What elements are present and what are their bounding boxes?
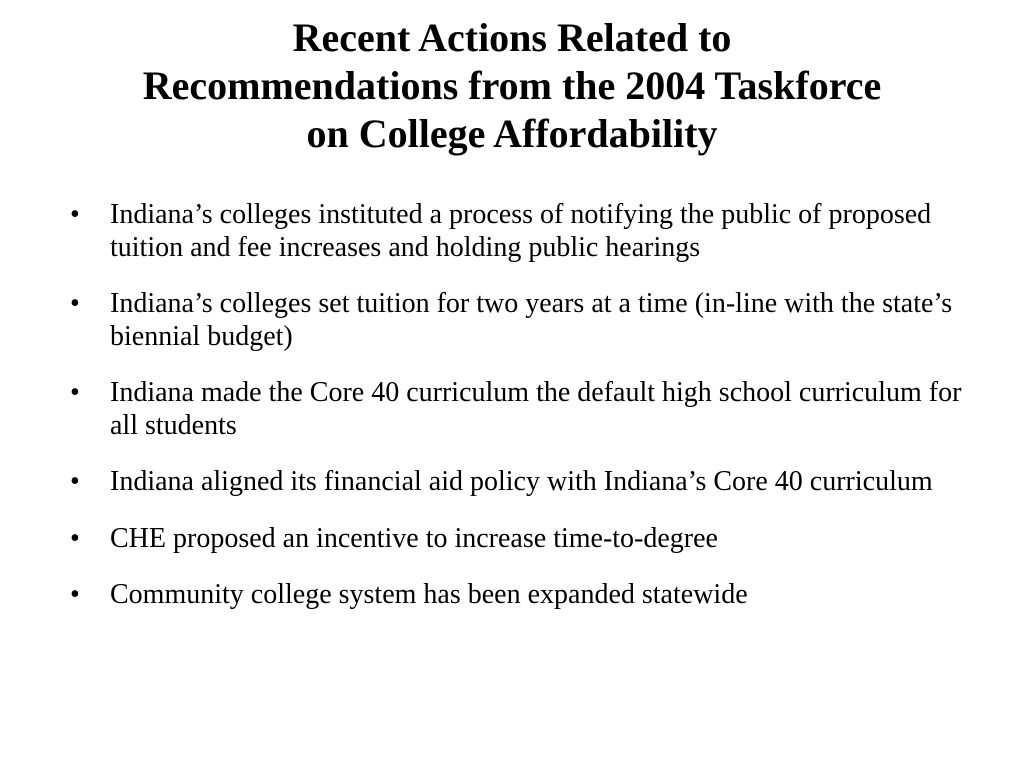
title-line: Recommendations from the 2004 Taskforce <box>142 63 882 108</box>
bullet-text: Indiana made the Core 40 curriculum the default high school curriculum for all students <box>110 377 962 441</box>
bullet-icon: • <box>70 199 80 230</box>
bullet-text: CHE proposed an incentive to increase time-to-degree <box>110 522 718 554</box>
bullet-icon: • <box>70 579 80 610</box>
bullet-list <box>70 199 970 612</box>
bullet-text: Indiana’s colleges instituted a process of notifying the public of proposed tuition and fee increases and holding public hearings <box>110 199 932 263</box>
bullet-icon: • <box>70 377 80 408</box>
title-line: Recent Actions Related to <box>292 15 732 60</box>
bullet-icon: • <box>70 466 80 497</box>
list-item <box>70 579 970 612</box>
list-item <box>70 523 970 556</box>
list-item <box>70 466 970 499</box>
title-line: on College Affordability <box>306 111 718 156</box>
list-item <box>70 288 970 353</box>
list-item <box>70 377 970 442</box>
bullet-text: Indiana aligned its financial aid policy with Indiana’s Core 40 curriculum <box>110 466 933 497</box>
slide-title <box>40 14 984 158</box>
list-item <box>70 199 970 264</box>
bullet-text: Community college system has been expanded statewide <box>110 579 748 610</box>
bullet-icon: • <box>70 522 80 554</box>
bullet-text: Indiana’s colleges set tuition for two years at a time (in-line with the state’s biennial budget) <box>110 288 953 352</box>
bullet-icon: • <box>70 288 80 319</box>
